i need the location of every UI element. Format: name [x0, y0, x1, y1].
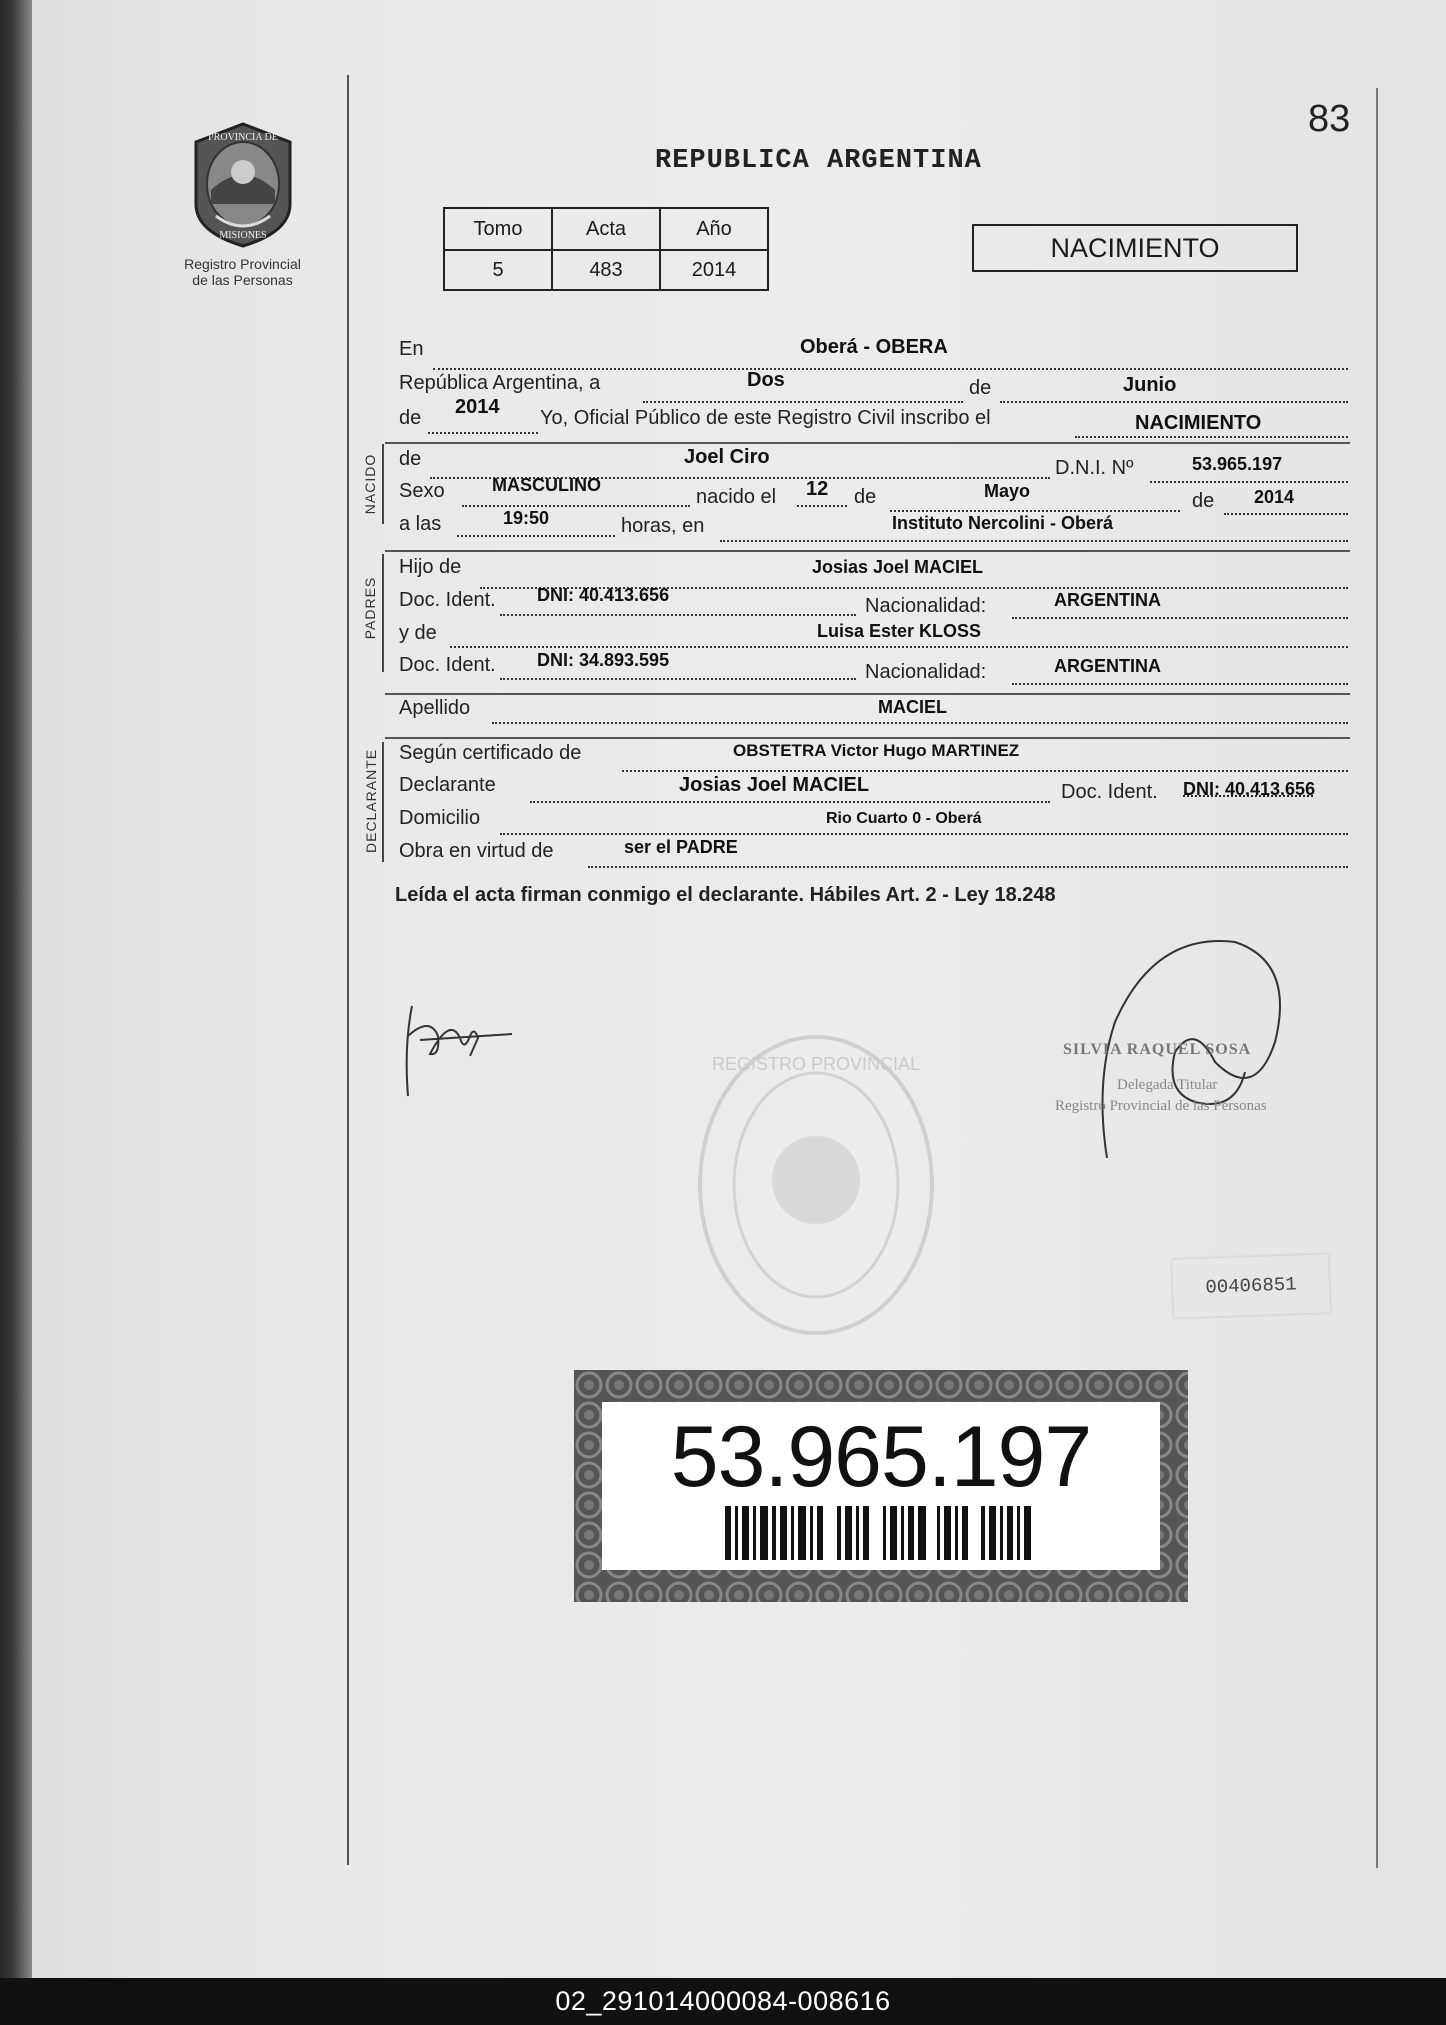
nacionalidad-label: Nacionalidad:: [865, 661, 987, 683]
dotted-line: [1075, 436, 1348, 438]
sexo-label: Sexo: [399, 480, 445, 502]
y-de-label: y de: [399, 622, 437, 644]
apellido-value: MACIEL: [878, 697, 947, 717]
page-number: 83: [1308, 98, 1351, 140]
hijo-de-label: Hijo de: [399, 556, 462, 578]
register-header-anio: Año: [660, 208, 768, 250]
dotted-line: [492, 722, 1348, 724]
de-label: de: [969, 377, 992, 399]
dotted-line: [643, 401, 963, 403]
de-label: de: [1192, 490, 1215, 512]
obra-en-virtud-label: Obra en virtud de: [399, 840, 554, 862]
domicilio-label: Domicilio: [399, 807, 481, 829]
nacido-section-label: NACIDO: [362, 453, 378, 515]
reason-value: ser el PADRE: [624, 837, 738, 857]
sticker-label: [602, 1402, 1160, 1570]
officer-office: Registro Provincial de las Personas: [1055, 1098, 1267, 1114]
section-bracket: [382, 742, 384, 862]
a-las-label: a las: [399, 513, 442, 535]
child-dni-value: 53.965.197: [1192, 454, 1283, 474]
register-value-tomo: 5: [444, 250, 552, 290]
dotted-line: [500, 833, 1348, 835]
dotted-line: [433, 368, 1348, 370]
padres-section-label: PADRES: [362, 576, 378, 640]
month-value: Junio: [1123, 374, 1177, 396]
officer-name: SILVIA RAQUEL SOSA: [1063, 1041, 1252, 1058]
dotted-line: [720, 540, 1348, 542]
de-label: de: [854, 486, 877, 508]
declarant-signature: [400, 996, 520, 1100]
declarante-name-value: Josias Joel MACIEL: [679, 774, 870, 796]
declarante-doc-value: DNI: 40.413.656: [1183, 779, 1316, 799]
register-value-anio: 2014: [660, 250, 768, 290]
right-margin-rule: [1376, 88, 1378, 1868]
mother-doc-value: DNI: 34.893.595: [537, 650, 670, 670]
en-label: En: [399, 338, 424, 360]
dotted-line: [462, 505, 690, 507]
province-seal-icon: [186, 120, 300, 250]
declarante-label: Declarante: [399, 774, 496, 796]
logo-caption-line2: de las Personas: [192, 272, 293, 288]
logo-caption: [160, 256, 325, 288]
mother-name-value: Luisa Ester KLOSS: [817, 621, 982, 641]
register-value-row: [444, 250, 768, 290]
declarante-section-label: DECLARANTE: [363, 748, 379, 853]
dotted-line: [428, 432, 538, 434]
birth-year-value: 2014: [1254, 487, 1295, 507]
dotted-line: [1224, 513, 1348, 515]
dotted-line: [588, 866, 1348, 868]
dotted-line: [622, 770, 1348, 772]
sexo-value: MASCULINO: [492, 475, 601, 495]
father-doc-value: DNI: 40.413.656: [537, 585, 670, 605]
section-separator: [385, 442, 1350, 444]
mother-nationality-value: ARGENTINA: [1054, 656, 1161, 676]
year-value: 2014: [455, 396, 500, 418]
doc-ident-label: Doc. Ident.: [399, 654, 496, 676]
office-stamp: [695, 1030, 937, 1340]
dotted-line: [797, 505, 847, 507]
dotted-line: [1012, 617, 1348, 619]
scan-edge-shadow: [0, 0, 32, 1978]
declarant-signature-icon: [400, 996, 520, 1100]
father-nationality-value: ARGENTINA: [1054, 590, 1161, 610]
certificate-value: OBSTETRA Victor Hugo MARTINEZ: [733, 741, 1020, 760]
seal-text-top: PROVINCIA DE: [208, 132, 278, 143]
dni-sticker: [574, 1370, 1188, 1602]
dotted-line: [1000, 401, 1348, 403]
child-name-value: Joel Ciro: [684, 446, 770, 468]
dotted-line: [500, 678, 856, 680]
horas-label: horas, en: [621, 515, 705, 537]
register-header-acta: Acta: [552, 208, 660, 250]
section-bracket: [382, 444, 384, 524]
day-value: Dos: [747, 369, 785, 391]
register-table: [443, 207, 769, 291]
address-value: Rio Cuarto 0 - Oberá: [826, 810, 982, 827]
statement-text: Yo, Oficial Público de este Registro Civil inscribo el: [540, 407, 991, 429]
section-separator: [385, 737, 1350, 739]
section-separator: [385, 550, 1350, 552]
section-bracket: [382, 554, 384, 672]
segun-certificado-label: Según certificado de: [399, 742, 582, 764]
dotted-line: [457, 535, 615, 537]
doc-ident-label: Doc. Ident.: [1061, 781, 1158, 803]
dotted-line: [1150, 481, 1348, 483]
footer-id: 02_291014000084-008616: [0, 1978, 1446, 2025]
de-label: de: [399, 448, 422, 470]
nacionalidad-label: Nacionalidad:: [865, 595, 987, 617]
dotted-line: [450, 646, 1348, 648]
country-title: REPUBLICA ARGENTINA: [655, 146, 982, 176]
register-value-acta: 483: [552, 250, 660, 290]
office-stamp-icon: [695, 1030, 937, 1340]
dotted-line: [890, 510, 1180, 512]
de-label: de: [399, 407, 422, 429]
dotted-line: [530, 801, 1050, 803]
legal-text: Leída el acta firman conmigo el declarante. Hábiles Art. 2 - Ley 18.248: [395, 884, 1056, 906]
doc-ident-label: Doc. Ident.: [399, 589, 496, 611]
birth-time-value: 19:50: [503, 508, 550, 528]
province-logo: [186, 120, 300, 250]
dni-label: D.N.I. Nº: [1055, 457, 1134, 479]
birth-place-value: Instituto Nercolini - Oberá: [892, 513, 1114, 533]
sticker-dni-number: 53.965.197: [670, 1409, 1092, 1505]
officer-role: Delegada Titular: [1117, 1077, 1218, 1093]
barcode-icon: [725, 1506, 1037, 1560]
register-header-row: [444, 208, 768, 250]
seal-text-bottom: MISIONES: [219, 230, 267, 241]
record-type-box: NACIMIENTO: [972, 224, 1298, 272]
father-name-value: Josias Joel MACIEL: [812, 557, 984, 577]
nacido-el-label: nacido el: [696, 486, 777, 508]
logo-caption-line1: Registro Provincial: [184, 256, 301, 272]
place-value: Oberá - OBERA: [800, 336, 948, 358]
left-margin-rule: [347, 75, 349, 1865]
serial-number-label: 00406851: [1172, 1254, 1330, 1317]
event-value: NACIMIENTO: [1135, 412, 1262, 434]
stamp-text: REGISTRO PROVINCIAL: [711, 1054, 921, 1074]
section-separator: [385, 693, 1350, 695]
dotted-line: [500, 614, 856, 616]
birth-day-value: 12: [806, 478, 829, 500]
birth-month-value: Mayo: [984, 481, 1031, 501]
country-label: República Argentina, a: [399, 372, 601, 394]
register-header-tomo: Tomo: [444, 208, 552, 250]
apellido-label: Apellido: [399, 697, 471, 719]
dotted-line: [1012, 683, 1348, 685]
